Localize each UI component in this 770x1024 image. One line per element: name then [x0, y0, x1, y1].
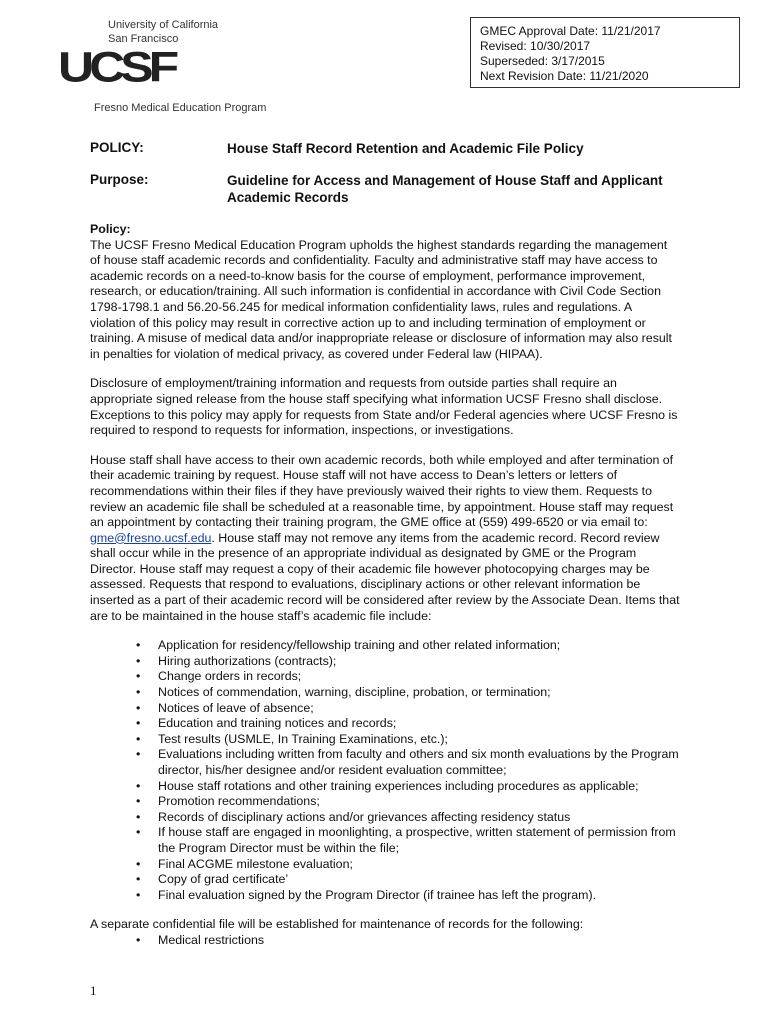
university-line-1: University of California: [108, 19, 219, 31]
list-item: [90, 654, 680, 670]
bullet-icon: •: [136, 700, 141, 715]
policy-heading: Policy:: [90, 222, 131, 236]
list-item-text: Test results (USMLE, In Training Examinations, etc.);: [158, 731, 448, 746]
paragraph-access-text-2: . House staff may not remove any items from the academic record. Record review shall occur while in the presence of an appropriate individual as designated by GME or the Program Director. House staff may request a copy of their academic file however photocopying charges may be assessed. Requests that respond to evaluations, disciplinary actions or other relevant information be inserted as a part of their academic record will be considered after review by the Associate Dean. Items that are to be maintained in the house staff’s academic file include:: [90, 530, 680, 623]
approval-date: GMEC Approval Date: 11/21/2017: [480, 24, 661, 38]
gme-email-link[interactable]: gme@fresno.ucsf.edu: [90, 530, 212, 545]
paragraph-confidential-file: A separate confidential file will be established for maintenance of records for the following:: [90, 917, 584, 932]
confidential-file-items: [90, 933, 680, 949]
paragraph-disclosure: Disclosure of employment/training information and requests from outside parties shall require an appropriate signed release from the house staff specifying what information UCSF Fresno shall disclose. Exceptions to this policy may apply for requests from State and/or Federal agencies where UCSF Fresno is required to respond to requests for information, inspections, or investigations.: [90, 376, 678, 438]
list-item: [90, 810, 680, 826]
list-item: [90, 638, 680, 654]
list-item: [90, 701, 680, 717]
paragraph-confidentiality: The UCSF Fresno Medical Education Program upholds the highest standards regarding the management of house staff academic records and confidentiality. Faculty and administrative staff may have access to academic records on a need-to-know basis for the course of employment, performance improvement, research, or education/training. All such information is confidential in accordance with Civil Code Section 1798-1798.1 and 56.20-56.245 for medical information confidentiality laws, rules and regulations. A violation of this policy may result in corrective action up to and including termination of employment or training. A misuse of medical data and/or inappropriate release or disclosure of information may also result in penalties for violation of medical privacy, as covered under Federal law (HIPAA).: [90, 237, 672, 361]
list-item: [90, 685, 680, 701]
ucsf-logo: [58, 18, 318, 122]
bullet-icon: •: [136, 887, 141, 902]
bullet-icon: •: [136, 669, 141, 684]
bullet-icon: •: [136, 932, 141, 947]
ucsf-logo-mark: UCSF: [58, 43, 175, 92]
bullet-icon: •: [136, 685, 141, 700]
next-revision-date: Next Revision Date: 11/21/2020: [480, 69, 649, 83]
list-item-text: Records of disciplinary actions and/or grievances affecting residency status: [158, 809, 571, 824]
list-item-text: Copy of grad certificate’: [158, 872, 289, 887]
list-item: [90, 794, 680, 810]
list-item: [90, 825, 680, 856]
list-item-text: Final evaluation signed by the Program Director (if trainee has left the program).: [158, 887, 597, 902]
list-item: [90, 933, 680, 949]
university-line-2: San Francisco: [108, 33, 179, 45]
superseded-date: Superseded: 3/17/2015: [480, 54, 605, 68]
list-item-text: Hiring authorizations (contracts);: [158, 653, 337, 668]
bullet-icon: •: [136, 809, 141, 824]
paragraph-access: [90, 453, 680, 625]
list-item-text: Change orders in records;: [158, 669, 302, 684]
list-item-text: Application for residency/fellowship training and other related information;: [158, 638, 561, 653]
list-item-text: Final ACGME milestone evaluation;: [158, 856, 353, 871]
bullet-icon: •: [136, 638, 141, 653]
list-item-text: Education and training notices and records;: [158, 716, 397, 731]
list-item: [90, 872, 680, 888]
list-item-text: House staff rotations and other training experiences including procedures as applicable;: [158, 778, 639, 793]
list-item: [90, 669, 680, 685]
list-item-text: Promotion recommendations;: [158, 794, 320, 809]
list-item-text: Evaluations including written from faculty and others and six month evaluations by the Program director, his/her designee and/or resident evaluation committee;: [158, 747, 679, 777]
bullet-icon: •: [136, 794, 141, 809]
list-item: [90, 857, 680, 873]
bullet-icon: •: [136, 747, 141, 762]
policy-body: [90, 222, 680, 963]
bullet-icon: •: [136, 872, 141, 887]
list-item-text: Notices of commendation, warning, discipline, probation, or termination;: [158, 685, 551, 700]
list-item: [90, 888, 680, 904]
bullet-icon: •: [136, 731, 141, 746]
university-name: [108, 18, 218, 46]
paragraph-access-text-1: House staff shall have access to their own academic records, both while employed and after termination of their academic training by request. House staff will not have access to Dean’s letters or letters of recommendations within their files if they have previously waived their rights to view them. Requests to review an academic file shall be scheduled at a reasonable time, by appointment. House staff may request an appointment by contacting their training program, the GME office at (559) 499-6520 or via email to:: [90, 452, 674, 530]
academic-file-items: [90, 638, 680, 903]
purpose-title: Guideline for Access and Management of House Staff and Applicant Academic Records: [227, 173, 663, 205]
list-item: [90, 732, 680, 748]
policy-label: POLICY:: [90, 140, 144, 155]
approval-info-box: [470, 17, 740, 88]
bullet-icon: •: [136, 856, 141, 871]
list-item-text: If house staff are engaged in moonlighting, a prospective, written statement of permission from the Program Director must be within the file;: [158, 825, 676, 855]
program-name: Fresno Medical Education Program: [94, 102, 267, 114]
list-item: [90, 779, 680, 795]
page-number: 1: [90, 983, 97, 998]
revised-date: Revised: 10/30/2017: [480, 39, 591, 53]
purpose-label: Purpose:: [90, 172, 149, 187]
list-item-text: Medical restrictions: [158, 932, 265, 947]
bullet-icon: •: [136, 653, 141, 668]
bullet-icon: •: [136, 778, 141, 793]
policy-title: House Staff Record Retention and Academic File Policy: [227, 141, 584, 156]
list-item: [90, 716, 680, 732]
list-item-text: Notices of leave of absence;: [158, 700, 314, 715]
bullet-icon: •: [136, 825, 141, 840]
list-item: [90, 747, 680, 778]
bullet-icon: •: [136, 716, 141, 731]
